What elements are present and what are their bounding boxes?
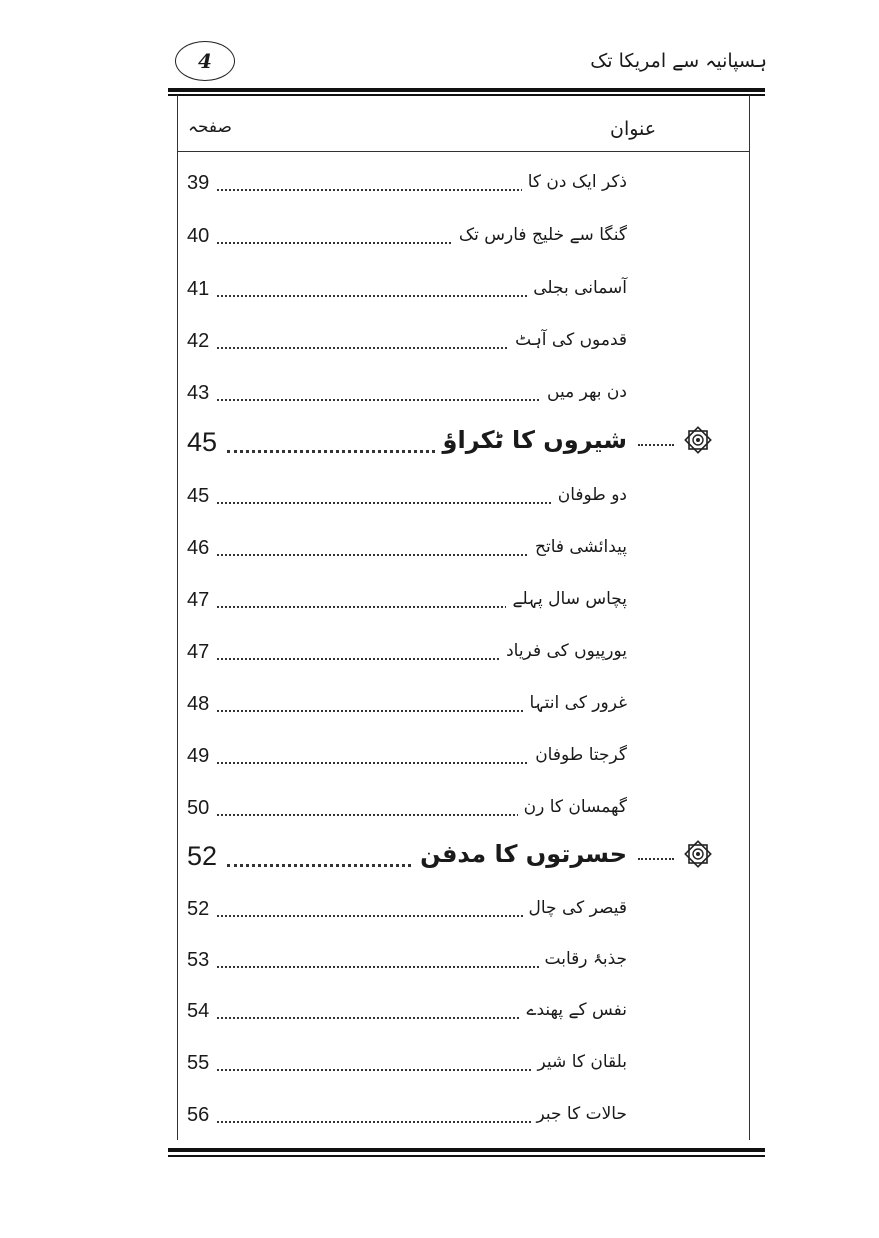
- running-title: ہسپانیہ سے امریکا تک: [590, 50, 767, 72]
- toc-title: ذکر ایک دن کا: [522, 169, 627, 195]
- toc-page-number: 53: [187, 949, 210, 971]
- toc-title: جذبۂ رقابت: [539, 946, 627, 972]
- toc-title: گنگا سے خلیج فارس تک: [453, 222, 627, 248]
- toc-page-number: 45: [187, 427, 218, 457]
- toc-entry: [187, 891, 627, 921]
- toc-title: دو طوفان: [552, 482, 627, 508]
- toc-title: پیدائشی فاتح: [529, 534, 627, 560]
- toc-page-number: 49: [187, 745, 210, 767]
- table-left-border: [177, 95, 178, 1140]
- toc-entry: [187, 375, 627, 405]
- toc-entry: [187, 942, 627, 972]
- toc-page-number: 52: [187, 898, 210, 920]
- chapter-marker: [638, 838, 718, 872]
- toc-title: پچاس سال پہلے: [506, 586, 627, 612]
- toc-title: دن بھر میں: [541, 379, 627, 405]
- toc-entry: [187, 790, 627, 820]
- toc-page-number: 39: [187, 172, 210, 194]
- toc-page-number: 47: [187, 589, 210, 611]
- toc-title: غرور کی انتہا: [524, 690, 627, 716]
- page-number: 4: [175, 41, 235, 81]
- toc-entry: [187, 323, 627, 353]
- ornament-icon: [682, 838, 714, 870]
- toc-entry: [187, 271, 627, 301]
- toc-page-number: 46: [187, 537, 210, 559]
- toc-title: بلقان کا شیر: [532, 1049, 627, 1075]
- toc-page-number: 56: [187, 1104, 210, 1126]
- dot-leader: [638, 444, 674, 446]
- toc-title: گرجتا طوفان: [529, 742, 627, 768]
- toc-title: قدموں کی آہٹ: [509, 327, 627, 353]
- dot-leader: [638, 858, 674, 860]
- toc-title: حالات کا جبر: [531, 1101, 628, 1127]
- toc-entry: [187, 738, 627, 768]
- toc-entry: [187, 686, 627, 716]
- toc-entry: [187, 634, 627, 664]
- toc-title: قیصر کی چال: [523, 895, 628, 921]
- toc-page-number: 43: [187, 382, 210, 404]
- bottom-rule-thick: [168, 1148, 765, 1152]
- toc-entry: [187, 582, 627, 612]
- toc-entry: [187, 478, 627, 508]
- toc-page-number: 40: [187, 225, 210, 247]
- toc-page-number: 48: [187, 693, 210, 715]
- toc-page-number: 50: [187, 797, 210, 819]
- table-header-divider: [177, 151, 750, 152]
- toc-chapter-entry: [187, 834, 627, 872]
- toc-title: یورپیوں کی فریاد: [500, 638, 627, 664]
- toc-chapter-title: حسرتوں کا مدفن: [414, 836, 627, 872]
- column-header-page: صفحہ: [188, 117, 232, 137]
- toc-page-number: 55: [187, 1052, 210, 1074]
- toc-entry: [187, 218, 627, 248]
- top-rule-thick: [168, 88, 765, 92]
- toc-page-number: 41: [187, 278, 210, 300]
- top-rule-thin: [168, 94, 765, 96]
- toc-page-number: 45: [187, 485, 210, 507]
- toc-page-number: 47: [187, 641, 210, 663]
- toc-entry: [187, 165, 627, 195]
- toc-title: نفس کے پھندے: [521, 997, 627, 1023]
- chapter-marker: [638, 424, 718, 458]
- table-right-border: [749, 95, 750, 1140]
- toc-chapter-entry: [187, 420, 627, 458]
- toc-page-number: 42: [187, 330, 210, 352]
- toc-title: آسمانی بجلی: [527, 275, 627, 301]
- toc-entry: [187, 993, 627, 1023]
- toc-entry: [187, 1045, 627, 1075]
- toc-page-number: 52: [187, 841, 218, 871]
- toc-title: گھمسان کا رن: [518, 794, 627, 820]
- toc-chapter-title: شیروں کا ٹکراؤ: [437, 422, 627, 458]
- bottom-rule-thin: [168, 1155, 765, 1157]
- ornament-icon: [682, 424, 714, 456]
- toc-entry: [187, 1097, 627, 1127]
- toc-page-number: 54: [187, 1000, 210, 1022]
- toc-entry: [187, 530, 627, 560]
- column-header-title: عنوان: [610, 118, 657, 140]
